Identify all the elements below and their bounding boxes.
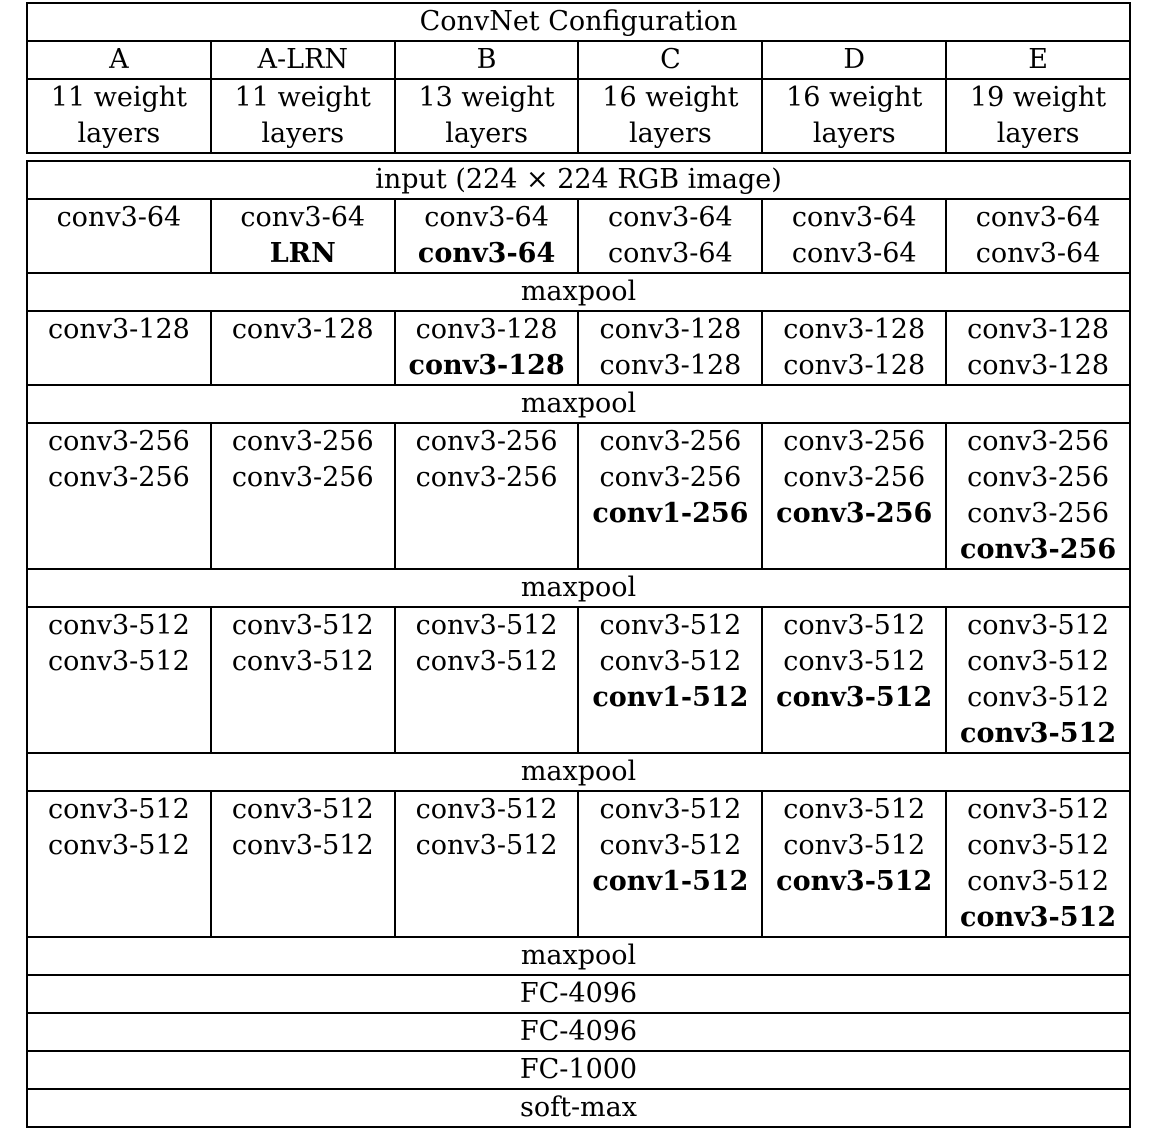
column-id: A-LRN: [211, 41, 395, 79]
layer-entry-added: conv1-512: [592, 682, 749, 713]
config-header-table: [26, 2, 1131, 154]
layer-entry: conv3-256: [47, 462, 190, 493]
weight-unit: layers: [996, 118, 1080, 149]
layer-cell: [395, 311, 579, 385]
layer-cell-full: maxpool: [27, 569, 1130, 607]
layer-row-full: [27, 385, 1130, 423]
layer-cell: [762, 199, 946, 273]
layer-cell: [27, 311, 211, 385]
layer-cell: [211, 199, 395, 273]
layer-cell: [395, 199, 579, 273]
layer-entry: conv3-512: [599, 646, 742, 677]
layer-entry: conv3-128: [783, 350, 926, 381]
layer-entry: conv3-256: [967, 462, 1109, 493]
layer-entry: conv3-512: [231, 794, 374, 825]
column-id: A: [27, 41, 211, 79]
layer-entry: conv3-128: [967, 314, 1109, 345]
weight-unit: layers: [77, 118, 161, 149]
column-id-row: [27, 41, 1130, 79]
layer-cell-full: maxpool: [27, 753, 1130, 791]
layer-row-full: [27, 1089, 1130, 1127]
layer-entry: conv3-512: [967, 682, 1109, 713]
layer-cell: [578, 423, 762, 569]
layer-entry: conv3-512: [231, 646, 374, 677]
layer-cell-full: maxpool: [27, 273, 1130, 311]
layer-entry: conv3-256: [231, 462, 374, 493]
weight-unit: layers: [812, 118, 896, 149]
layer-cell-full: FC-1000: [27, 1051, 1130, 1089]
layer-entry: conv3-512: [415, 830, 558, 861]
layer-row-block: [27, 423, 1130, 569]
weight-layers-cell: [395, 79, 579, 153]
layer-entry-added: conv3-64: [417, 238, 556, 269]
layer-entry: conv3-256: [47, 426, 190, 457]
layer-row-full: [27, 273, 1130, 311]
convnet-config-table-wrapper: [26, 2, 1131, 1128]
layer-cell: [762, 791, 946, 937]
weight-count: 19 weight: [969, 82, 1107, 113]
layer-cell: [946, 791, 1130, 937]
layer-entry-added: conv3-512: [776, 682, 933, 713]
layer-entry: conv3-512: [783, 794, 926, 825]
config-layers-table: [26, 160, 1131, 1128]
layer-cell: [211, 791, 395, 937]
layer-entry: conv3-64: [791, 238, 917, 269]
weight-count: 11 weight: [50, 82, 187, 113]
layer-cell: [946, 607, 1130, 753]
weight-count: 13 weight: [418, 82, 555, 113]
layer-cell: [578, 199, 762, 273]
layer-entry: conv3-512: [967, 610, 1109, 641]
layer-entry: conv3-256: [599, 426, 742, 457]
layer-entry: conv3-512: [415, 794, 558, 825]
weight-layers-cell: [578, 79, 762, 153]
layer-cell: [762, 311, 946, 385]
layer-entry: conv3-512: [967, 866, 1109, 897]
layer-entry: conv3-512: [967, 830, 1109, 861]
layer-entry: conv3-128: [599, 314, 742, 345]
layer-cell: [395, 607, 579, 753]
layer-entry: conv3-512: [231, 830, 374, 861]
layer-cell: [762, 607, 946, 753]
layer-entry-added: conv3-128: [408, 350, 565, 381]
layer-entry: conv3-128: [231, 314, 374, 345]
weight-layers-row: [27, 79, 1130, 153]
layer-entry: conv3-64: [608, 202, 733, 233]
layer-row-full: [27, 1013, 1130, 1051]
weight-layers-cell: [762, 79, 946, 153]
layer-entry: conv3-512: [47, 610, 190, 641]
layer-entry: conv3-64: [240, 202, 366, 233]
layer-entry: conv3-256: [967, 426, 1109, 457]
layer-entry: conv3-512: [783, 646, 926, 677]
layer-entry-added: conv1-512: [592, 866, 749, 897]
layer-entry: conv3-256: [783, 426, 926, 457]
layer-entry: conv3-64: [791, 202, 917, 233]
weight-count: 16 weight: [786, 82, 923, 113]
layer-entry-added: conv1-256: [592, 498, 749, 529]
layer-cell: [211, 423, 395, 569]
weight-count: 16 weight: [602, 82, 739, 113]
layer-entry: conv3-128: [599, 350, 742, 381]
weight-unit: layers: [445, 118, 528, 149]
layer-entry-added: conv3-512: [776, 866, 933, 897]
layer-cell-full: maxpool: [27, 937, 1130, 975]
layer-row-full: [27, 161, 1130, 199]
layer-cell: [27, 791, 211, 937]
layer-row-full: [27, 753, 1130, 791]
column-id: E: [946, 41, 1130, 79]
layer-cell: [578, 607, 762, 753]
layer-cell: [946, 423, 1130, 569]
layer-entry: conv3-512: [967, 646, 1109, 677]
layer-entry: conv3-64: [608, 238, 733, 269]
weight-count: 11 weight: [234, 82, 371, 113]
layer-row-block: [27, 791, 1130, 937]
layer-cell: [578, 791, 762, 937]
layer-row-block: [27, 311, 1130, 385]
layer-cell: [395, 791, 579, 937]
layer-cell: [578, 311, 762, 385]
layer-cell-full: maxpool: [27, 385, 1130, 423]
layer-entry: conv3-64: [975, 202, 1101, 233]
layer-entry: conv3-512: [47, 646, 190, 677]
layer-entry: conv3-512: [599, 794, 742, 825]
layer-cell: [27, 607, 211, 753]
layer-entry: conv3-512: [415, 610, 558, 641]
layer-entry: conv3-512: [47, 830, 190, 861]
layer-entry: conv3-512: [783, 830, 926, 861]
layer-cell: [211, 607, 395, 753]
layer-row-full: [27, 1051, 1130, 1089]
layer-entry: conv3-128: [783, 314, 926, 345]
layer-row-full: [27, 569, 1130, 607]
layer-entry: conv3-512: [47, 794, 190, 825]
column-id: D: [762, 41, 946, 79]
layer-cell-full: soft-max: [27, 1089, 1130, 1127]
layer-cell-full: input (224 × 224 RGB image): [27, 161, 1130, 199]
table-title: ConvNet Configuration: [27, 3, 1130, 41]
layer-cell: [762, 423, 946, 569]
layer-entry: conv3-512: [599, 830, 742, 861]
layer-cell: [27, 423, 211, 569]
layer-entry: conv3-512: [599, 610, 742, 641]
layer-cell: [946, 199, 1130, 273]
layer-row-full: [27, 937, 1130, 975]
layer-cell-full: FC-4096: [27, 975, 1130, 1013]
layer-entry-added: conv3-256: [776, 498, 933, 529]
layer-cell: [946, 311, 1130, 385]
layer-entry: conv3-64: [424, 202, 549, 233]
layer-entry: conv3-512: [783, 610, 926, 641]
weight-layers-cell: [27, 79, 211, 153]
layer-cell: [211, 311, 395, 385]
column-id: B: [395, 41, 579, 79]
layer-entry: conv3-256: [783, 462, 926, 493]
weight-layers-cell: [946, 79, 1130, 153]
layer-entry: conv3-128: [47, 314, 190, 345]
layer-entry-added: conv3-512: [960, 718, 1117, 749]
layer-entry-added: LRN: [269, 238, 336, 269]
layer-entry: conv3-64: [975, 238, 1101, 269]
layer-entry: conv3-256: [599, 462, 742, 493]
layer-entry: conv3-256: [415, 462, 558, 493]
layer-entry: conv3-128: [415, 314, 558, 345]
layer-entry: conv3-256: [231, 426, 374, 457]
layer-entry: conv3-256: [415, 426, 558, 457]
layer-entry: conv3-128: [967, 350, 1109, 381]
layer-entry: conv3-64: [56, 202, 182, 233]
weight-layers-cell: [211, 79, 395, 153]
layer-row-block: [27, 607, 1130, 753]
layer-row-full: [27, 975, 1130, 1013]
layer-entry-added: conv3-256: [960, 534, 1117, 565]
layer-entry: conv3-512: [231, 610, 374, 641]
layer-cell: [395, 423, 579, 569]
layer-cell: [27, 199, 211, 273]
column-id: C: [578, 41, 762, 79]
weight-unit: layers: [629, 118, 712, 149]
layer-entry: conv3-256: [967, 498, 1109, 529]
layer-cell-full: FC-4096: [27, 1013, 1130, 1051]
layer-entry: conv3-512: [967, 794, 1109, 825]
weight-unit: layers: [261, 118, 345, 149]
layer-row-block: [27, 199, 1130, 273]
layer-entry: conv3-512: [415, 646, 558, 677]
layer-entry-added: conv3-512: [960, 902, 1117, 933]
